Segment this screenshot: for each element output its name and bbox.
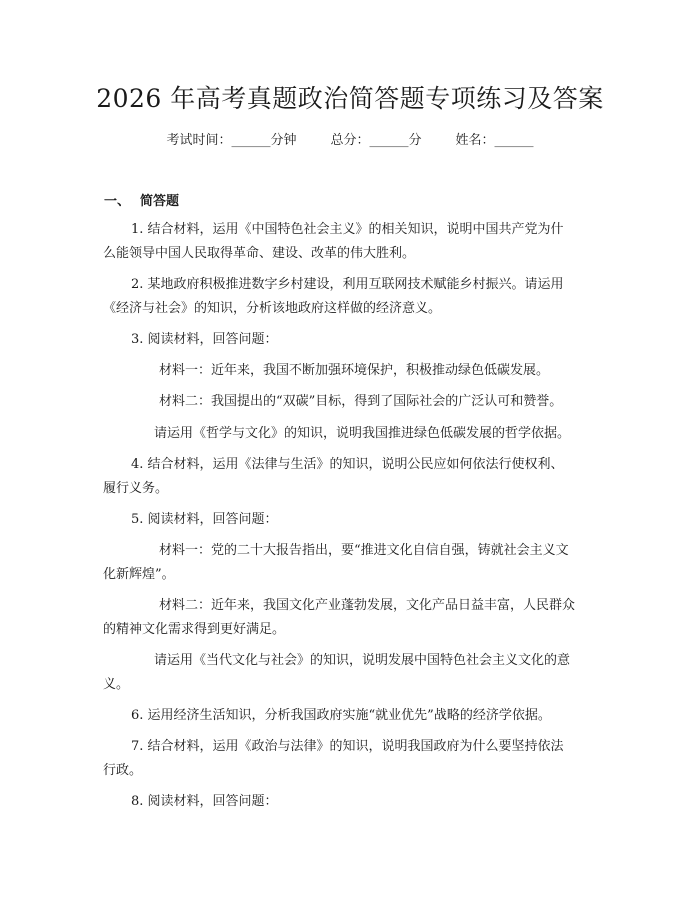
question-6-line-1: 6. 运用经济生活知识，分析我国政府实施“就业优先”战略的经济学依据。 <box>131 708 551 723</box>
question-3-material-1: 材料一：近年来，我国不断加强环境保护，积极推动绿色低碳发展。 <box>159 363 550 378</box>
question-3-material-2: 材料二：我国提出的“双碳”目标，得到了国际社会的广泛认可和赞誉。 <box>159 394 563 409</box>
question-2-line-2: 《经济与社会》的知识，分析该地政府这样做的经济意义。 <box>103 301 442 316</box>
page-title: 2026 年高考真题政治简答题专项练习及答案 <box>96 84 604 113</box>
student-name-field: 姓名：______ <box>455 133 534 148</box>
question-1-line-2: 么能领导中国人民取得革命、建设、改革的伟大胜利。 <box>103 246 416 261</box>
question-2-line-1: 2. 某地政府积极推进数字乡村建设，利用互联网技术赋能乡村振兴。请运用 <box>131 277 564 292</box>
question-5-line-1: 5. 阅读材料，回答问题： <box>131 512 278 527</box>
section-heading <box>104 193 179 211</box>
question-5-prompt-line-1: 请运用《当代文化与社会》的知识，说明发展中国特色社会主义文化的意 <box>154 653 571 668</box>
question-5-material-2-line-2: 的精神文化需求得到更好满足。 <box>103 622 286 637</box>
question-5-material-1-line-2: 化新辉煌”。 <box>103 567 175 582</box>
question-3-prompt: 请运用《哲学与文化》的知识，说明我国推进绿色低碳发展的哲学依据。 <box>154 426 571 441</box>
question-5-prompt-line-2: 义。 <box>103 677 130 692</box>
question-7-line-1: 7. 结合材料，运用《政治与法律》的知识，说明我国政府为什么要坚持依法 <box>131 739 564 754</box>
question-8-line-1: 8. 阅读材料，回答问题： <box>131 794 278 809</box>
section-number: 一、 <box>104 194 131 209</box>
question-7-line-2: 行政。 <box>103 763 143 778</box>
question-5-material-1-line-1: 材料一：党的二十大报告指出，要“推进文化自信自强，铸就社会主义文 <box>159 543 569 558</box>
question-4-line-2: 履行义务。 <box>103 481 169 496</box>
total-score-field: 总分：______分 <box>330 133 422 148</box>
question-3-line-1: 3. 阅读材料，回答问题： <box>131 332 278 347</box>
question-4-line-1: 4. 结合材料，运用《法律与生活》的知识，说明公民应如何依法行使权利、 <box>131 457 564 472</box>
section-title: 简答题 <box>140 194 180 209</box>
exam-meta <box>0 132 700 150</box>
exam-time-field: 考试时间：______分钟 <box>166 133 297 148</box>
question-1-line-1: 1. 结合材料，运用《中国特色社会主义》的相关知识，说明中国共产党为什 <box>131 222 564 237</box>
question-5-material-2-line-1: 材料二：近年来，我国文化产业蓬勃发展，文化产品日益丰富，人民群众 <box>159 598 576 613</box>
